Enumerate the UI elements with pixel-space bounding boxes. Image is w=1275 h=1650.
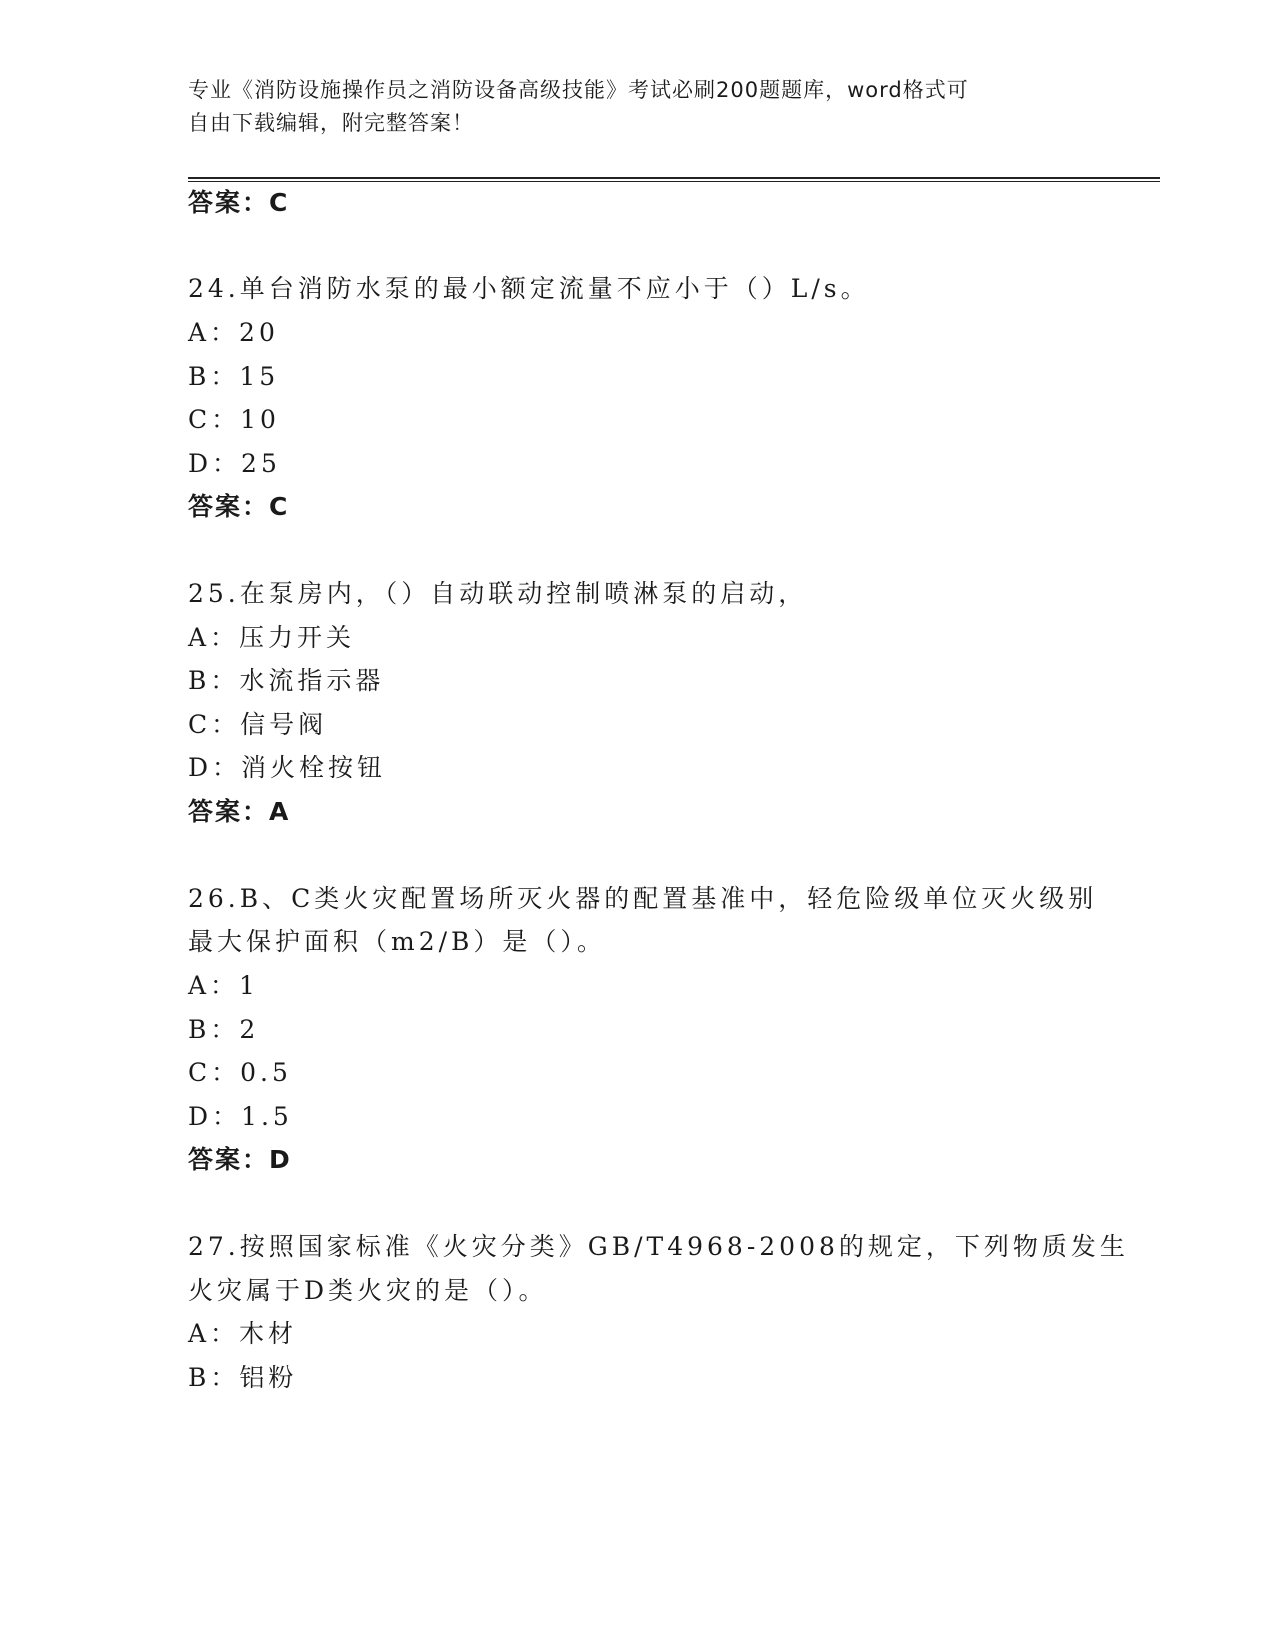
question-26-stem-line-2: 最大保护面积（m2/B）是（）。 <box>188 927 606 956</box>
question-26-option-d: D：1.5 <box>188 1102 293 1131</box>
question-24-answer: 答案：C <box>188 492 290 521</box>
header-divider <box>188 177 1160 182</box>
question-25-answer: 答案：A <box>188 797 291 826</box>
question-24-stem: 24.单台消防水泵的最小额定流量不应小于（）L/s。 <box>188 274 870 303</box>
question-25-option-d: D：消火栓按钮 <box>188 753 387 782</box>
question-25-option-a: A：压力开关 <box>188 623 356 652</box>
question-27-option-a: A：木材 <box>188 1319 298 1348</box>
question-25-option-b: B：水流指示器 <box>188 666 385 695</box>
question-27-stem-line-1: 27.按照国家标准《火灾分类》GB/T4968-2008的规定，下列物质发生 <box>188 1232 1129 1261</box>
question-27-option-b: B：铝粉 <box>188 1363 298 1392</box>
question-26-option-b: B：2 <box>188 1015 260 1044</box>
question-25-option-c: C：信号阀 <box>188 710 328 739</box>
question-26-option-a: A：1 <box>188 971 259 1000</box>
previous-answer: 答案：C <box>188 188 290 217</box>
question-24-option-b: B：15 <box>188 362 280 391</box>
header-line-2: 自由下载编辑，附完整答案！ <box>188 111 474 135</box>
question-24-option-c: C：10 <box>188 405 280 434</box>
question-24-option-d: D：25 <box>188 449 281 478</box>
header-line-1: 专业《消防设施操作员之消防设备高级技能》考试必刷200题题库，word格式可 <box>188 78 969 102</box>
question-27-stem-line-2: 火灾属于D类火灾的是（）。 <box>188 1276 548 1305</box>
question-25-stem: 25.在泵房内，（）自动联动控制喷淋泵的启动， <box>188 579 808 608</box>
question-26-option-c: C：0.5 <box>188 1058 292 1087</box>
question-26-answer: 答案：D <box>188 1145 292 1174</box>
question-26-stem-line-1: 26.B、C类火灾配置场所灭火器的配置基准中，轻危险级单位灭火级别 <box>188 884 1098 913</box>
question-24-option-a: A：20 <box>188 318 279 347</box>
document-header <box>188 74 1088 140</box>
